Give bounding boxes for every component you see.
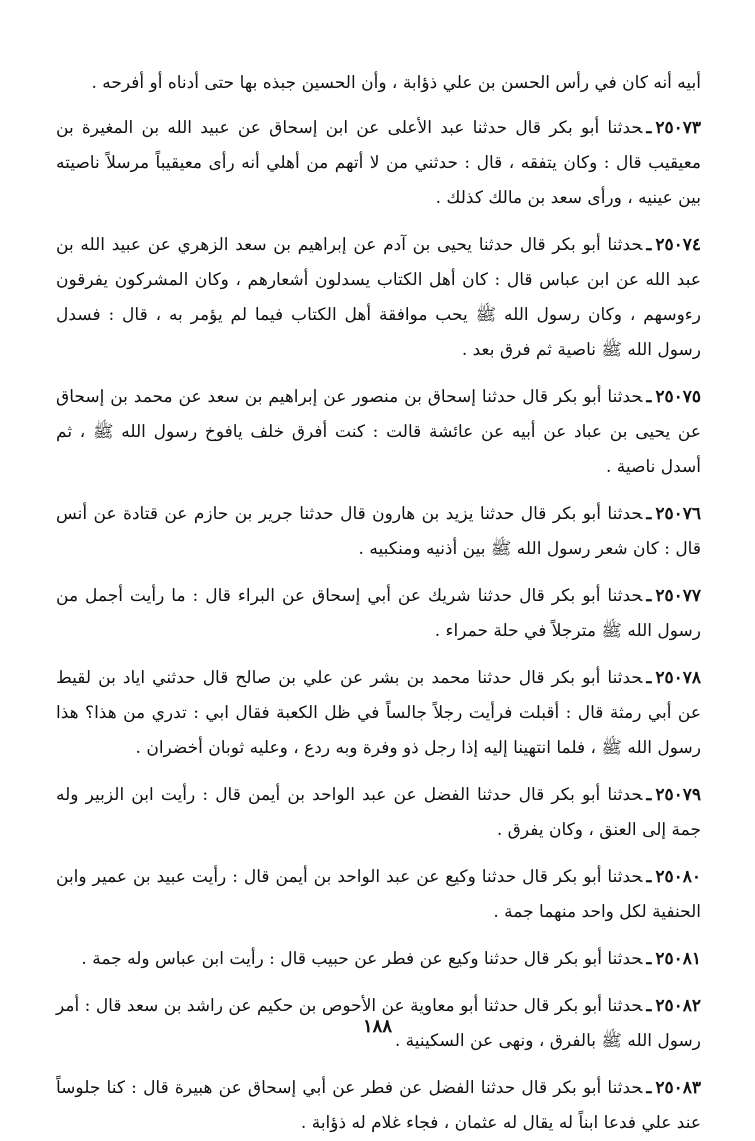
hadith-number: ٢٥٠٧٤ <box>655 235 701 255</box>
hadith-paragraph <box>56 661 701 766</box>
hadith-dash: ـ <box>646 785 652 805</box>
hadith-paragraph <box>56 111 701 216</box>
hadith-text-block <box>56 66 701 1141</box>
hadith-dash: ـ <box>646 118 652 138</box>
page-number: ١٨٨ <box>362 1016 392 1037</box>
hadith-text: حدثنا أبو بكر قال حدثنا يحيى بن آدم عن إبراهيم بن سعد الزهري عن عبيد الله بن عبد الله عن ابن عباس قال : كان أهل الكتاب يسدلون أشعارهم ، وكان المشركون يفرقون رءوسهم ، وكان رسول الله ﷺ يحب موافقة أهل الكتاب فيما لم يؤمر به ، قال : فسدل رسول الله ﷺ ناصية ثم فرق بعد . <box>56 235 701 360</box>
hadith-number: ٢٥٠٨١ <box>655 949 701 969</box>
hadith-paragraph <box>56 579 701 649</box>
hadith-text: حدثنا أبو بكر قال حدثنا الفضل عن فطر عن أبي إسحاق عن هبيرة قال : كنا جلوساً عند علي فدعا ابناً له يقال له عثمان ، فجاء غلام له ذؤابة . <box>56 1078 701 1133</box>
hadith-number: ٢٥٠٨٢ <box>655 996 701 1016</box>
hadith-dash: ـ <box>646 996 652 1016</box>
hadith-dash: ـ <box>646 867 652 887</box>
hadith-dash: ـ <box>646 387 652 407</box>
hadith-paragraph <box>56 860 701 930</box>
hadith-number: ٢٥٠٧٧ <box>655 586 701 606</box>
hadith-number: ٢٥٠٨٣ <box>655 1078 701 1098</box>
hadith-paragraph <box>56 942 701 977</box>
hadith-paragraph <box>56 778 701 848</box>
hadith-number: ٢٥٠٧٨ <box>655 668 701 688</box>
hadith-paragraph <box>56 380 701 485</box>
hadith-number: ٢٥٠٨٠ <box>655 867 701 887</box>
hadith-dash: ـ <box>646 1078 652 1098</box>
continuation-paragraph: أبيه أنه كان في رأس الحسن بن علي ذؤابة ، وأن الحسين جبذه بها حتى أدناه أو أفرحه . <box>91 73 701 93</box>
hadith-text: حدثنا أبو بكر قال حدثنا الفضل عن عبد الواحد بن أيمن قال : رأيت ابن الزبير وله جمة إلى العنق ، وكان يفرق . <box>56 785 701 840</box>
hadith-dash: ـ <box>646 949 652 969</box>
hadith-text: حدثنا أبو بكر قال حدثنا أبو معاوية عن الأحوص بن حكيم عن راشد بن سعد قال : أمر رسول الله ﷺ بالفرق ، ونهى عن السكينية . <box>56 996 701 1051</box>
hadith-number: ٢٥٠٧٥ <box>655 387 701 407</box>
hadith-dash: ـ <box>646 586 652 606</box>
hadith-text: حدثنا أبو بكر قال حدثنا يزيد بن هارون قال حدثنا جرير بن حازم عن قتادة عن أنس قال : كان شعر رسول الله ﷺ بين أذنيه ومنكبيه . <box>56 504 701 559</box>
hadith-dash: ـ <box>646 504 652 524</box>
hadith-dash: ـ <box>646 668 652 688</box>
hadith-text: حدثنا أبو بكر قال حدثنا شريك عن أبي إسحاق عن البراء قال : ما رأيت أجمل من رسول الله ﷺ مترجلاً في حلة حمراء . <box>56 586 701 641</box>
hadith-number: ٢٥٠٧٦ <box>655 504 701 524</box>
hadith-paragraph <box>56 497 701 567</box>
hadith-text: حدثنا أبو بكر قال حدثنا وكيع عن عبد الواحد بن أيمن قال : رأيت عبيد بن عمير وابن الحنفية لكل واحد منهما جمة . <box>56 867 701 922</box>
hadith-paragraph <box>56 228 701 368</box>
hadith-text: حدثنا أبو بكر قال حدثنا محمد بن بشر عن علي بن صالح قال حدثني اياد بن لقيط عن أبي رمثة قال : أقبلت فرأيت رجلاً جالساً في ظل الكعبة فقال ابي : تدري من هذا؟ هذا رسول الله ﷺ ، فلما انتهينا إليه إذا رجل ذو وفرة وبه ردع ، وعليه ثوبان أخضران . <box>56 668 701 758</box>
hadith-dash: ـ <box>646 235 652 255</box>
hadith-text: حدثنا أبو بكر قال حدثنا وكيع عن فطر عن حبيب قال : رأيت ابن عباس وله جمة . <box>81 949 643 969</box>
hadith-number: ٢٥٠٧٣ <box>655 118 701 138</box>
hadith-text: حدثنا أبو بكر قال حدثنا إسحاق بن منصور عن إبراهيم بن سعد عن محمد بن إسحاق عن يحيى بن عباد عن أبيه عن عائشة قالت : كنت أفرق خلف يافوخ رسول الله ﷺ ، ثم أسدل ناصية . <box>56 387 701 477</box>
hadith-number: ٢٥٠٧٩ <box>655 785 701 805</box>
hadith-paragraph <box>56 1071 701 1141</box>
hadith-text: حدثنا أبو بكر قال حدثنا عبد الأعلى عن ابن إسحاق عن عبيد الله بن المغيرة بن معيقيب قال : وكان يتفقه ، قال : حدثني من لا أتهم من أهلي أنه رأى معيقيباً مرسلاً ناصيته بين عينيه ، ورأى سعد بن مالك كذلك . <box>56 118 701 208</box>
